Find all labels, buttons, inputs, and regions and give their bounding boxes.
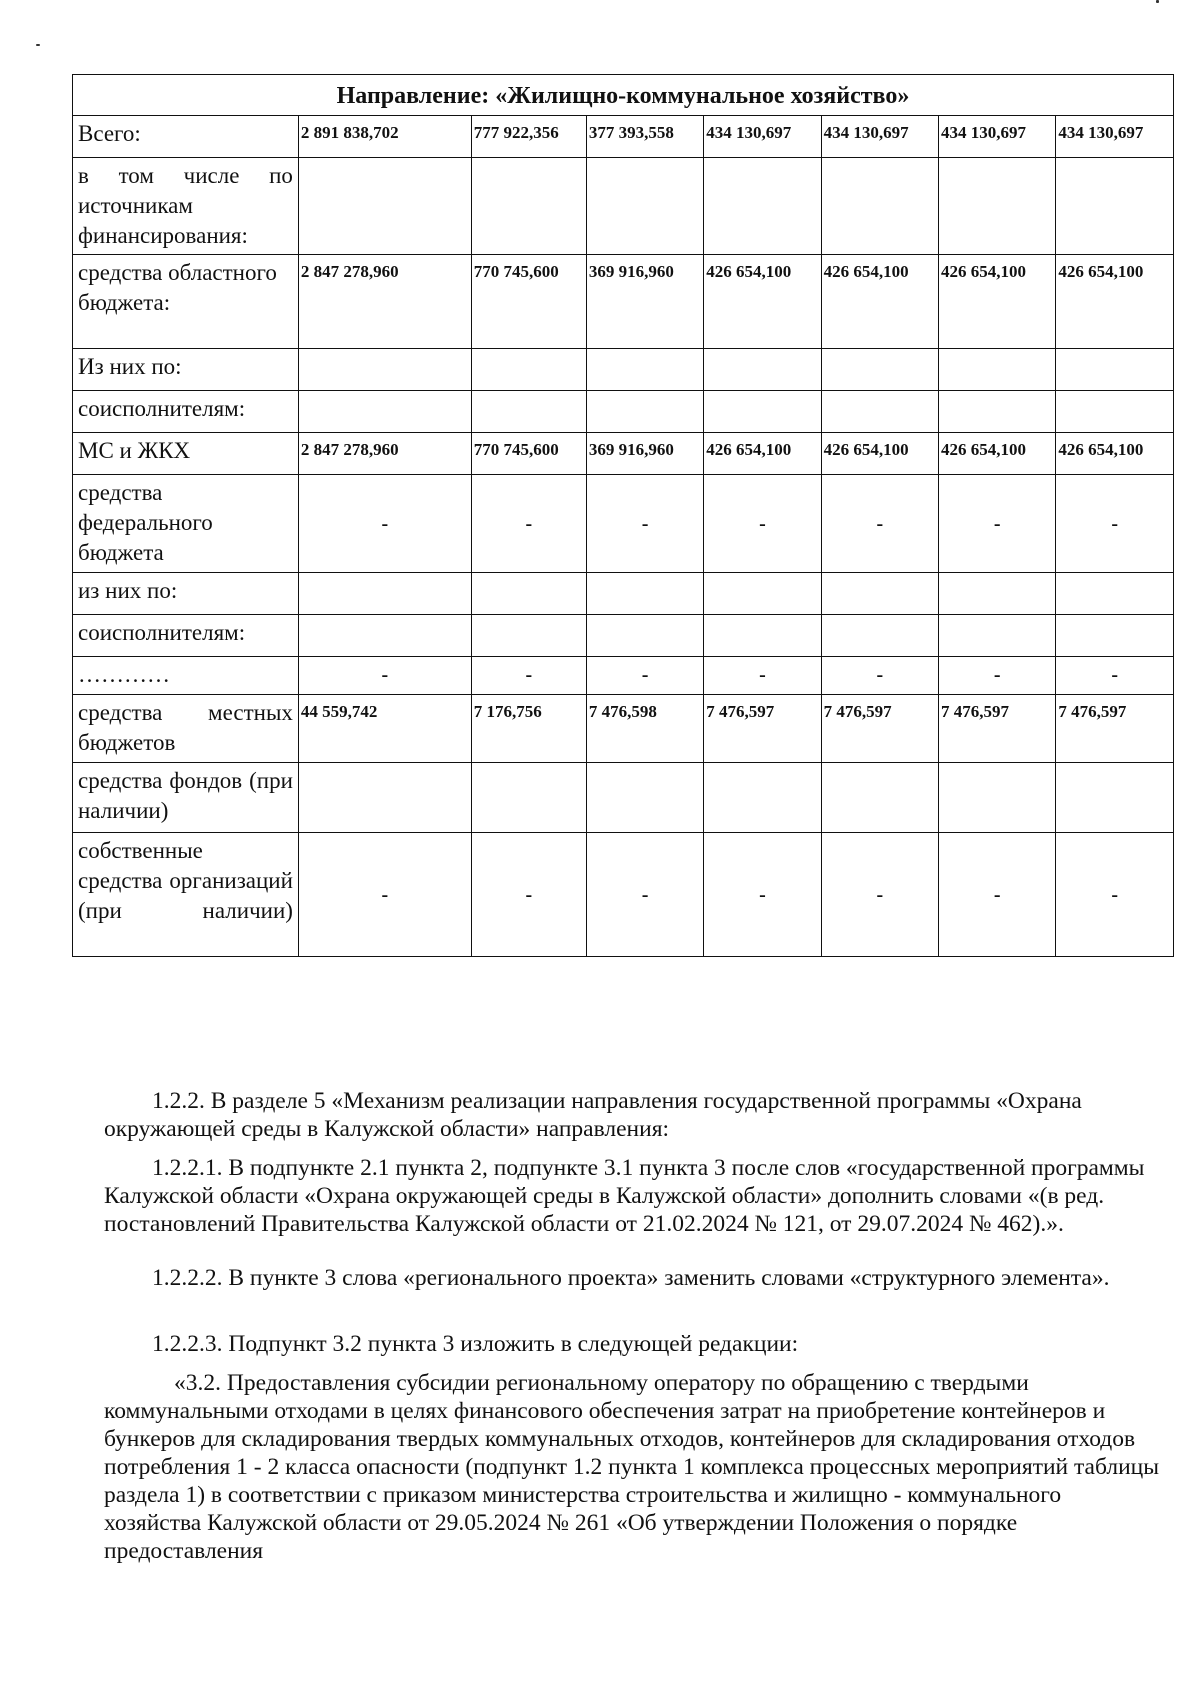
value-cell: 777 922,356 <box>471 116 586 158</box>
empty-cell <box>821 615 938 657</box>
empty-cell <box>1056 573 1174 615</box>
value-cell: 7 476,597 <box>1056 695 1174 763</box>
table-row <box>73 116 1174 158</box>
value-cell: 426 654,100 <box>1056 255 1174 349</box>
row-label: Из них по: <box>73 349 299 391</box>
dash-cell: - <box>1056 657 1174 695</box>
empty-cell <box>471 573 586 615</box>
empty-cell <box>939 573 1056 615</box>
value-cell: 434 130,697 <box>1056 116 1174 158</box>
empty-cell <box>1056 158 1174 255</box>
table-row <box>73 657 1174 695</box>
paragraph-1-2-2-1: 1.2.2.1. В подпункте 2.1 пункта 2, подпункте 3.1 пункта 3 после слов «государственной программы Калужской области «Охрана окружающей среды в Калужской области» дополнить словами «(в ред. постановлений Правительства Калужской области от 21.02.2024 № 121, от 29.07.2024 № 462).». <box>104 1154 1145 1237</box>
empty-cell <box>1056 763 1174 833</box>
value-cell: 426 654,100 <box>704 255 821 349</box>
row-label: МС и ЖКХ <box>73 433 299 475</box>
table-row <box>73 763 1174 833</box>
empty-cell <box>586 158 703 255</box>
scan-speck <box>36 44 40 46</box>
row-label: в том числе по источникам финансирования: <box>73 158 299 255</box>
dash-cell: - <box>704 475 821 573</box>
dash-cell: - <box>821 833 938 957</box>
row-label: из них по: <box>73 573 299 615</box>
empty-cell <box>939 158 1056 255</box>
row-label: средства фондов (при наличии) <box>73 763 299 833</box>
dash-cell: - <box>1056 833 1174 957</box>
dash-cell: - <box>471 657 586 695</box>
value-cell: 2 847 278,960 <box>298 433 471 475</box>
empty-cell <box>471 615 586 657</box>
value-cell: 2 891 838,702 <box>298 116 471 158</box>
dash-cell: - <box>471 475 586 573</box>
empty-cell <box>586 615 703 657</box>
empty-cell <box>1056 349 1174 391</box>
empty-cell <box>704 391 821 433</box>
value-cell: 426 654,100 <box>821 433 938 475</box>
empty-cell <box>471 158 586 255</box>
empty-cell <box>586 391 703 433</box>
empty-cell <box>939 349 1056 391</box>
dash-cell: - <box>298 833 471 957</box>
value-cell: 426 654,100 <box>939 255 1056 349</box>
dash-cell: - <box>821 475 938 573</box>
row-label: собственные средства организаций (при наличии) <box>73 833 299 957</box>
empty-cell <box>704 573 821 615</box>
empty-cell <box>939 615 1056 657</box>
value-cell: 7 476,597 <box>939 695 1056 763</box>
empty-cell <box>586 763 703 833</box>
empty-cell <box>821 349 938 391</box>
paragraph-1-2-2-2: 1.2.2.2. В пункте 3 слова «регионального проекта» заменить словами «структурного элемента». <box>152 1264 1110 1291</box>
value-cell: 426 654,100 <box>704 433 821 475</box>
dash-cell: - <box>586 475 703 573</box>
table-row <box>73 433 1174 475</box>
table-header: Направление: «Жилищно-коммунальное хозяйство» <box>73 75 1174 116</box>
row-label: средства федерального бюджета <box>73 475 299 573</box>
value-cell: 7 476,598 <box>586 695 703 763</box>
table-row <box>73 695 1174 763</box>
row-label: соисполнителям: <box>73 615 299 657</box>
table-row <box>73 391 1174 433</box>
table-row <box>73 255 1174 349</box>
empty-cell <box>298 158 471 255</box>
empty-cell <box>939 763 1056 833</box>
value-cell: 426 654,100 <box>939 433 1056 475</box>
value-cell: 7 476,597 <box>821 695 938 763</box>
empty-cell <box>471 349 586 391</box>
table-row <box>73 615 1174 657</box>
table-row <box>73 573 1174 615</box>
empty-cell <box>586 573 703 615</box>
empty-cell <box>298 391 471 433</box>
empty-cell <box>821 391 938 433</box>
empty-cell <box>704 349 821 391</box>
dash-cell: - <box>586 657 703 695</box>
empty-cell <box>821 158 938 255</box>
empty-cell <box>1056 615 1174 657</box>
value-cell: 770 745,600 <box>471 433 586 475</box>
value-cell: 369 916,960 <box>586 255 703 349</box>
empty-cell <box>298 615 471 657</box>
dash-cell: - <box>821 657 938 695</box>
value-cell: 434 130,697 <box>939 116 1056 158</box>
empty-cell <box>704 763 821 833</box>
row-label: Всего: <box>73 116 299 158</box>
table-row <box>73 349 1174 391</box>
empty-cell <box>471 763 586 833</box>
value-cell: 369 916,960 <box>586 433 703 475</box>
row-label: ………… <box>73 657 299 695</box>
value-cell: 434 130,697 <box>704 116 821 158</box>
dash-cell: - <box>298 475 471 573</box>
table-row <box>73 158 1174 255</box>
value-cell: 44 559,742 <box>298 695 471 763</box>
empty-cell <box>704 158 821 255</box>
dash-cell: - <box>939 475 1056 573</box>
paragraph-3-2: «3.2. Предоставления субсидии региональному оператору по обращению с твердыми коммунальными отходами в целях финансового обеспечения затрат на приобретение контейнеров и бункеров для складирования твердых коммунальных отходов, контейнеров для складирования отходов потребления 1 - 2 класса опасности (подпункт 1.2 пункта 1 комплекса процессных мероприятий таблицы раздела 1) в соответствии с приказом министерства строительства и жилищно - коммунального хозяйства Калужской области от 29.05.2024 № 261 «Об утверждении Положения о порядке предоставления <box>104 1369 1160 1564</box>
dash-cell: - <box>586 833 703 957</box>
row-label: средства областного бюджета: <box>73 255 299 349</box>
empty-cell <box>1056 391 1174 433</box>
table-row <box>73 833 1174 957</box>
row-label: соисполнителям: <box>73 391 299 433</box>
dash-cell: - <box>298 657 471 695</box>
empty-cell <box>298 763 471 833</box>
dash-cell: - <box>704 657 821 695</box>
dash-cell: - <box>704 833 821 957</box>
paragraph-1-2-2-3: 1.2.2.3. Подпункт 3.2 пункта 3 изложить в следующей редакции: <box>152 1330 799 1357</box>
empty-cell <box>821 763 938 833</box>
financing-table <box>72 74 1174 957</box>
dash-cell: - <box>1056 475 1174 573</box>
empty-cell <box>586 349 703 391</box>
scan-speck <box>1156 0 1159 3</box>
dash-cell: - <box>939 833 1056 957</box>
empty-cell <box>939 391 1056 433</box>
table-row <box>73 475 1174 573</box>
paragraph-1-2-2: 1.2.2. В разделе 5 «Механизм реализации направления государственной программы «Охрана окружающей среды в Калужской области» направления: <box>104 1087 1082 1142</box>
value-cell: 7 176,756 <box>471 695 586 763</box>
value-cell: 426 654,100 <box>1056 433 1174 475</box>
row-label: средства местных бюджетов <box>73 695 299 763</box>
value-cell: 377 393,558 <box>586 116 703 158</box>
dash-cell: - <box>939 657 1056 695</box>
empty-cell <box>471 391 586 433</box>
value-cell: 7 476,597 <box>704 695 821 763</box>
empty-cell <box>298 573 471 615</box>
empty-cell <box>821 573 938 615</box>
value-cell: 770 745,600 <box>471 255 586 349</box>
empty-cell <box>704 615 821 657</box>
empty-cell <box>298 349 471 391</box>
value-cell: 2 847 278,960 <box>298 255 471 349</box>
dash-cell: - <box>471 833 586 957</box>
value-cell: 434 130,697 <box>821 116 938 158</box>
value-cell: 426 654,100 <box>821 255 938 349</box>
